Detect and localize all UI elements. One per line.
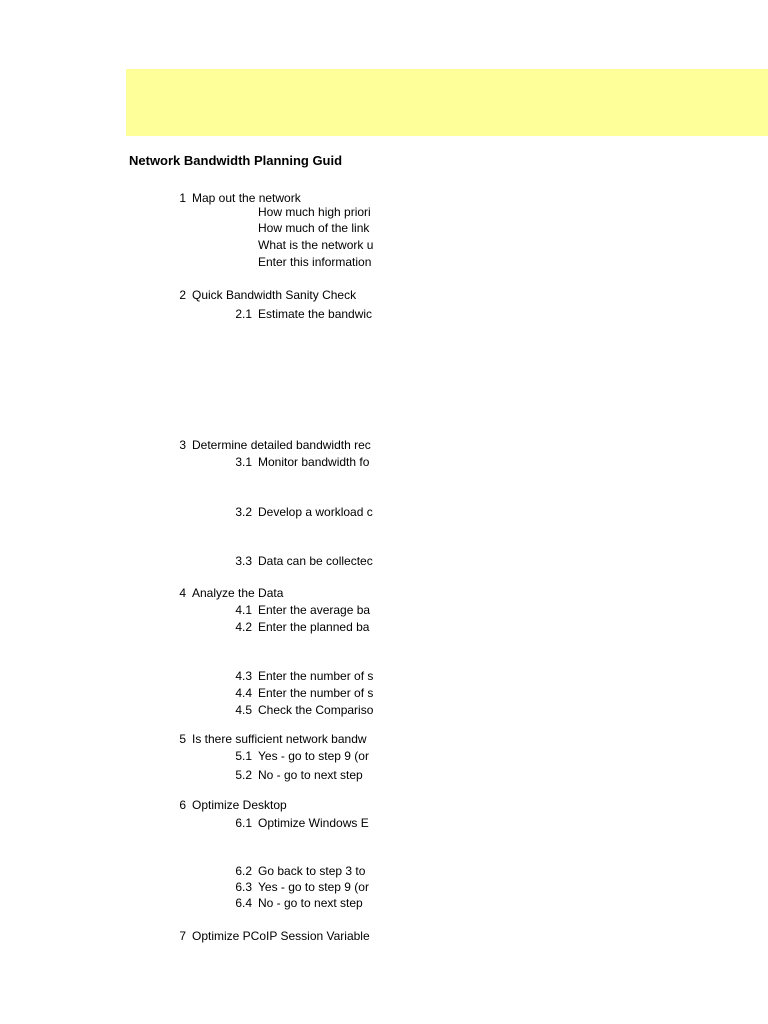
step-text: Data can be collectec bbox=[258, 554, 373, 568]
step-number: 5.2 bbox=[235, 768, 252, 782]
step-text: Enter the number of s bbox=[258, 686, 374, 700]
step-text: Map out the network bbox=[192, 191, 301, 205]
step-text: Optimize Desktop bbox=[192, 798, 287, 812]
step-number: 4.3 bbox=[235, 669, 252, 683]
step-text: What is the network u bbox=[258, 238, 374, 252]
page-title: Network Bandwidth Planning Guid bbox=[129, 153, 343, 168]
step-number: 4.5 bbox=[235, 703, 252, 717]
step-text: Analyze the Data bbox=[192, 586, 284, 600]
step-text: Monitor bandwidth fo bbox=[258, 455, 370, 469]
step-text: Enter the planned ba bbox=[258, 620, 370, 634]
step-number: 3 bbox=[179, 438, 186, 452]
step-text: Develop a workload c bbox=[258, 505, 373, 519]
step-text: Enter this information bbox=[258, 255, 372, 269]
step-number: 4.4 bbox=[235, 686, 252, 700]
step-number: 4.1 bbox=[235, 603, 252, 617]
step-number: 5 bbox=[179, 732, 186, 746]
step-text: Yes - go to step 9 (or bbox=[258, 880, 369, 894]
step-number: 6.3 bbox=[235, 880, 252, 894]
step-text: Quick Bandwidth Sanity Check bbox=[192, 288, 357, 302]
step-number: 2.1 bbox=[235, 307, 252, 321]
step-text: How much high priori bbox=[258, 205, 371, 219]
step-text: Estimate the bandwic bbox=[258, 307, 373, 321]
step-number: 6.4 bbox=[235, 896, 252, 910]
step-text: Go back to step 3 to bbox=[258, 864, 366, 878]
step-number: 2 bbox=[179, 288, 186, 302]
step-number: 6.2 bbox=[235, 864, 252, 878]
step-text: No - go to next step bbox=[258, 896, 363, 910]
step-number: 3.1 bbox=[235, 455, 252, 469]
step-text: Enter the average ba bbox=[258, 603, 371, 617]
step-text: Is there sufficient network bandw bbox=[192, 732, 367, 746]
step-text: Optimize Windows E bbox=[258, 816, 369, 830]
step-number: 1 bbox=[179, 191, 186, 205]
step-text: Yes - go to step 9 (or bbox=[258, 749, 369, 763]
step-number: 3.3 bbox=[235, 554, 252, 568]
step-number: 7 bbox=[179, 929, 186, 943]
step-number: 4 bbox=[179, 586, 186, 600]
step-text: Determine detailed bandwidth rec bbox=[192, 438, 371, 452]
step-number: 4.2 bbox=[235, 620, 252, 634]
document-body bbox=[0, 0, 376, 1024]
step-text: Check the Compariso bbox=[258, 703, 374, 717]
step-text: How much of the link bbox=[258, 221, 370, 235]
step-number: 3.2 bbox=[235, 505, 252, 519]
step-number: 6 bbox=[179, 798, 186, 812]
step-text: Optimize PCoIP Session Variable bbox=[192, 929, 370, 943]
step-number: 6.1 bbox=[235, 816, 252, 830]
step-text: No - go to next step bbox=[258, 768, 363, 782]
step-number: 5.1 bbox=[235, 749, 252, 763]
step-text: Enter the number of s bbox=[258, 669, 374, 683]
